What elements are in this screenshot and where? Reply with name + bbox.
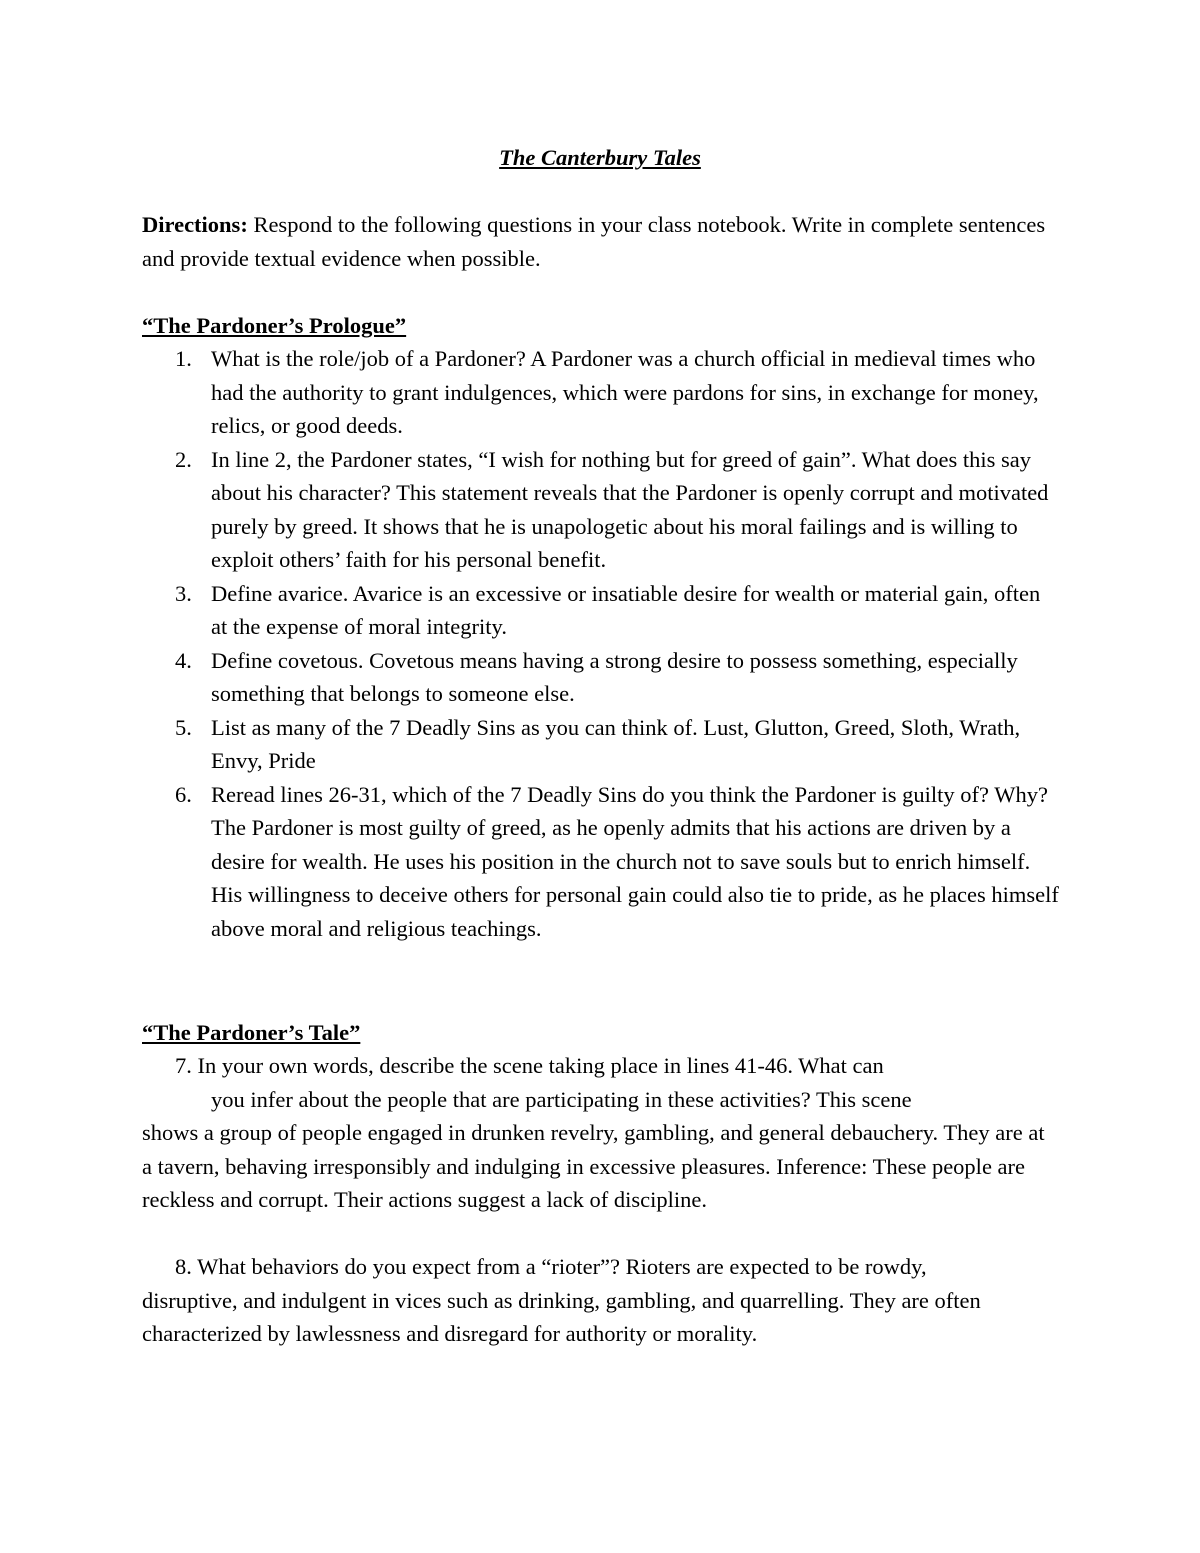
- directions-paragraph: [142, 208, 1060, 275]
- question-text: Reread lines 26-31, which of the 7 Deadly Sins do you think the Pardoner is guilty of? Why? The Pardoner is most guilty of greed, as he openly admits that his actions are driven by a desire for wealth. He uses his position in the church not to save souls but to enrich himself. His willingness to deceive others for personal gain could also tie to pride, as he places himself above moral and religious teachings.: [211, 781, 1059, 941]
- question-number: 2.: [175, 446, 192, 472]
- question-7-second-line: you infer about the people that are participating in these activities? This scene: [211, 1086, 912, 1112]
- question-number: 4.: [175, 647, 192, 673]
- document-title: The Canterbury Tales: [499, 145, 701, 170]
- directions-text: Respond to the following questions in your class notebook. Write in complete sentences and provide textual evidence when possible.: [142, 212, 1046, 271]
- question-7-answer: shows a group of people engaged in drunken revelry, gambling, and general debauchery. They are at a tavern, behaving irresponsibly and indulging in excessive pleasures. Inference: These people are reckless and corrupt. Their actions suggest a lack of discipline.: [142, 1120, 1045, 1212]
- question-text: Define covetous. Covetous means having a strong desire to possess something, especially something that belongs to someone else.: [211, 647, 1018, 706]
- question-number: 3.: [175, 580, 192, 606]
- question-item: [142, 577, 1060, 644]
- question-number: 1.: [175, 346, 192, 371]
- directions-label: Directions:: [142, 212, 248, 237]
- prologue-heading: “The Pardoner’s Prologue”: [142, 313, 407, 338]
- question-number: 5.: [175, 714, 192, 740]
- question-7-first-line: 7. In your own words, describe the scene taking place in lines 41-46. What can: [175, 1053, 884, 1078]
- question-8-answer: disruptive, and indulgent in vices such as drinking, gambling, and quarrelling. They are often characterized by lawlessness and disregard for authority or morality.: [142, 1287, 981, 1346]
- tale-heading: “The Pardoner’s Tale”: [142, 1020, 361, 1045]
- question-item: [142, 443, 1060, 577]
- question-text: What is the role/job of a Pardoner? A Pardoner was a church official in medieval times who had the authority to grant indulgences, which were pardons for sins, in exchange for money, relics, or good deeds.: [211, 346, 1039, 438]
- question-item: [142, 644, 1060, 711]
- question-text: List as many of the 7 Deadly Sins as you can think of. Lust, Glutton, Greed, Sloth, Wrath, Envy, Pride: [211, 714, 1021, 773]
- question-8-first-line: 8. What behaviors do you expect from a “rioter”? Rioters are expected to be rowdy,: [175, 1254, 927, 1279]
- tale-question-7: [142, 1049, 1060, 1217]
- question-text: Define avarice. Avarice is an excessive or insatiable desire for wealth or material gain, often at the expense of moral integrity.: [211, 580, 1041, 639]
- question-item: [142, 711, 1060, 778]
- question-number: 6.: [175, 781, 192, 807]
- prologue-question-list: [142, 342, 1060, 945]
- question-item: [142, 342, 1060, 443]
- tale-question-8: [142, 1250, 1060, 1351]
- question-item: [142, 778, 1060, 946]
- question-text: In line 2, the Pardoner states, “I wish for nothing but for greed of gain”. What does this say about his character? This statement reveals that the Pardoner is openly corrupt and motivated purely by greed. It shows that he is unapologetic about his moral failings and is willing to exploit others’ faith for his personal benefit.: [211, 446, 1049, 572]
